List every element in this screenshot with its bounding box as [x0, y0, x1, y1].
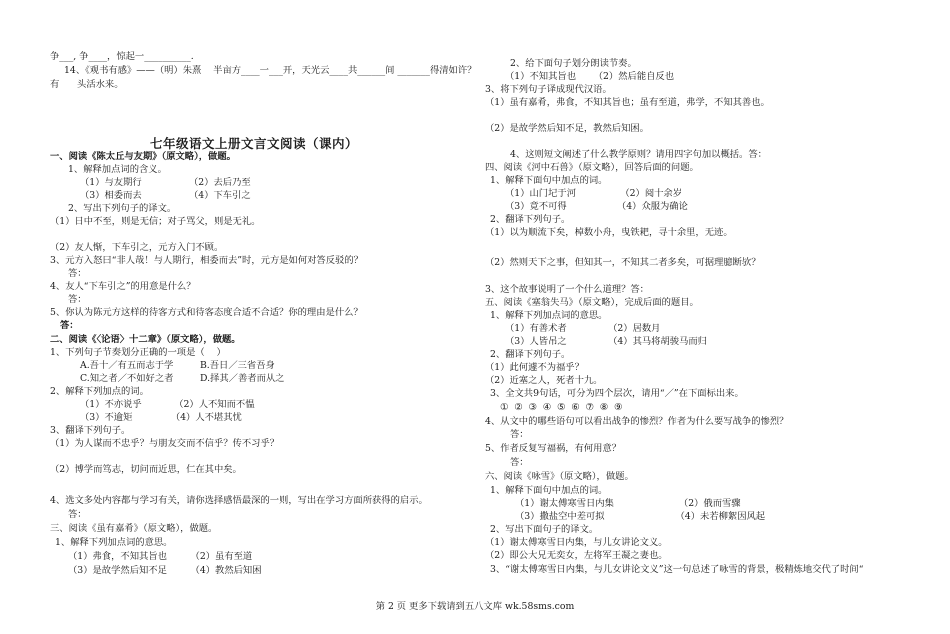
question-line: 4、友人“下车引之”的用意是什么？	[50, 281, 196, 292]
answer-option-line: （1）弗食，不知其旨也 （2）虽有至道	[68, 551, 253, 562]
question-line: 2、写出下面句子的译文。	[490, 524, 599, 535]
sentence-line: （1）谢太傅寒雪日内集，与儿女讲论文义。	[485, 537, 668, 548]
section-4-heading: 四、阅读《河中石兽》（原文略），回答后面的问题。	[485, 162, 699, 173]
section-2-heading: 二、阅读《〈论语〉十二章》（原文略），做题。	[50, 334, 241, 345]
page-title: 七年级语文上册文言文阅读（课内）	[150, 136, 359, 151]
question-line: 1、解释下面句中加点的词。	[490, 485, 608, 496]
section-1-heading: 一、阅读《陈太丘与友期》（原文略），做题。	[50, 151, 236, 162]
answer-label: 答：	[68, 509, 87, 520]
answer-option-line: （1）与友期行 （2）去后乃至	[80, 177, 251, 188]
answer-option-line: （1）山门圮于河 （2）阅十余岁	[505, 188, 683, 199]
answer-label: 答：	[68, 294, 87, 305]
question-line: 2、翻译下列句子。	[490, 214, 571, 225]
sentence-line: （2）博学而笃志，切问而近思，仁在其中矣。	[50, 464, 242, 475]
question-line: 1、解释加点词的含义。	[68, 164, 167, 175]
question-line: 1、下列句子节奏划分正确的一项是（ ）	[50, 347, 226, 358]
section-3-heading: 三、阅读《虽有嘉肴》（原文略），做题。	[50, 523, 218, 534]
answer-label: 答：	[510, 429, 529, 440]
answer-label: 答：	[60, 320, 79, 331]
answer-option-line: （1）不知其旨也 （2）然后能自反也	[505, 71, 675, 82]
answer-option-line: （3）不逾矩 （4）人不堪其忧	[80, 412, 242, 423]
question-14-line: 14、《观书有感》——（明）朱熹 半亩方____一___开，天光云____共______间 _______得清如许？	[64, 65, 477, 76]
question-line: 4、这则短文阐述了什么教学原则？请用四字句加以概括。答：	[510, 149, 767, 160]
question-line: 1、解释下列加点词的意思。	[490, 310, 608, 321]
question-line: 5、作者反复写福祸，有何用意？	[485, 443, 622, 454]
answer-option-line: C.知之者／不如好之者 D.择其／善者而从之	[80, 373, 285, 384]
answer-option-line: （3）竟不可得 （4）众服为确论	[505, 201, 688, 212]
question-14-cont: 有 头活水来。	[50, 79, 124, 90]
question-line: 2、给下面句子划分朗读节奏。	[510, 58, 637, 69]
sentence-line: （2）友人惭，下车引之，元方入门不顾。	[50, 242, 224, 253]
section-5-heading: 五、阅读《塞翁失马》（原文略），完成后面的题目。	[485, 297, 699, 308]
numbered-markers: ① ② ③ ④ ⑤ ⑥ ⑦ ⑧ ⑨	[500, 402, 623, 413]
answer-option-line: （3）人皆吊之 （4）其马将胡骏马而归	[505, 336, 707, 347]
question-line: 2、写出下列句子的译文。	[68, 203, 177, 214]
answer-option-line: （1）谢太傅寒雪日内集 （2）俄而雪骤	[515, 498, 741, 509]
answer-option-line: （3）撒盐空中差可拟 （4）未若柳絮因风起	[515, 511, 766, 522]
sentence-line: （2）然则天下之事，但知其一，不知其二者多矣，可据理臆断欤？	[485, 257, 761, 268]
question-line: 5、你认为陈元方这样的待客方式和待客态度合适不合适？你的理由是什么？	[50, 307, 363, 318]
question-line: 3、全文共9句话，可分为四个层次，请用“／”在下面标出来。	[490, 388, 744, 399]
question-line: 3、元方入怒曰“非人哉！与人期行，相委而去”时，元方是如何对答反驳的？	[50, 255, 363, 266]
answer-option-line: （3）是故学然后知不足 （4）教然后知困	[68, 565, 262, 576]
question-line: 4、从文中的哪些语句可以看出战争的惨烈？作者为什么要写战争的惨烈？	[485, 416, 789, 427]
answer-label: 答：	[510, 457, 529, 468]
sentence-line: （1）日中不至，则是无信；对子骂父，则是无礼。	[50, 216, 261, 227]
answer-option-line: A.吾十／有五而志于学 B.吾日／三省吾身	[80, 360, 275, 371]
question-line: 3、这个故事说明了一个什么道理？答：	[485, 284, 649, 295]
question-line: 1、解释下面句中加点的词。	[490, 175, 608, 186]
sentence-line: （1）此何遽不为福乎？	[485, 362, 584, 373]
sentence-line: （1）为人谋而不忠乎？与朋友交而不信乎？传不习乎？	[50, 438, 280, 449]
sentence-line: （2）是故学然后知不足，教然后知困。	[485, 123, 649, 134]
question-line: 3、翻译下列句子。	[50, 425, 131, 436]
question-line: 1、解释下列加点词的意思。	[55, 537, 173, 548]
question-line: 2、翻译下列句子。	[490, 349, 571, 360]
question-line: 4、选文多处内容都与学习有关，请你选择感悟最深的一则，写出在学习方面所获得的启示。	[50, 495, 428, 506]
answer-label: 答：	[68, 268, 87, 279]
sentence-line: （1）虽有嘉肴，弗食，不知其旨也；虽有至道，弗学，不知其善也。	[485, 97, 770, 108]
sentence-line: （2）即公大兄无奕女，左将军王凝之妻也。	[485, 550, 668, 561]
question-line: 2、解释下列加点的词。	[50, 386, 149, 397]
sentence-line: （2）近塞之人，死者十九。	[485, 375, 603, 386]
answer-option-line: （1）不亦说乎 （2）人不知而不愠	[80, 399, 255, 410]
section-6-heading: 六、阅读《咏雪》（原文略），做题。	[485, 471, 634, 482]
sentence-line: （1）以为顺流下矣，棹数小舟，曳铁耙，寻十余里，无迹。	[485, 227, 733, 238]
question-line: 3、将下列句子译成现代汉语。	[485, 84, 612, 95]
answer-option-line: （1）有善术者 （2）居数月	[505, 323, 661, 334]
answer-option-line: （3）相委而去 （4）下车引之	[80, 190, 251, 201]
question-line: 3、“谢太傅寒雪日内集，与儿女讲论文义”这一句总述了咏雪的背景，极精炼地交代了时间“	[490, 564, 864, 575]
page-footer: 第 2 页 更多下载请到五八文库 wk.58sms.com	[375, 601, 575, 612]
fill-blank-line: 争___, 争____，惊起一__________.	[50, 51, 194, 62]
